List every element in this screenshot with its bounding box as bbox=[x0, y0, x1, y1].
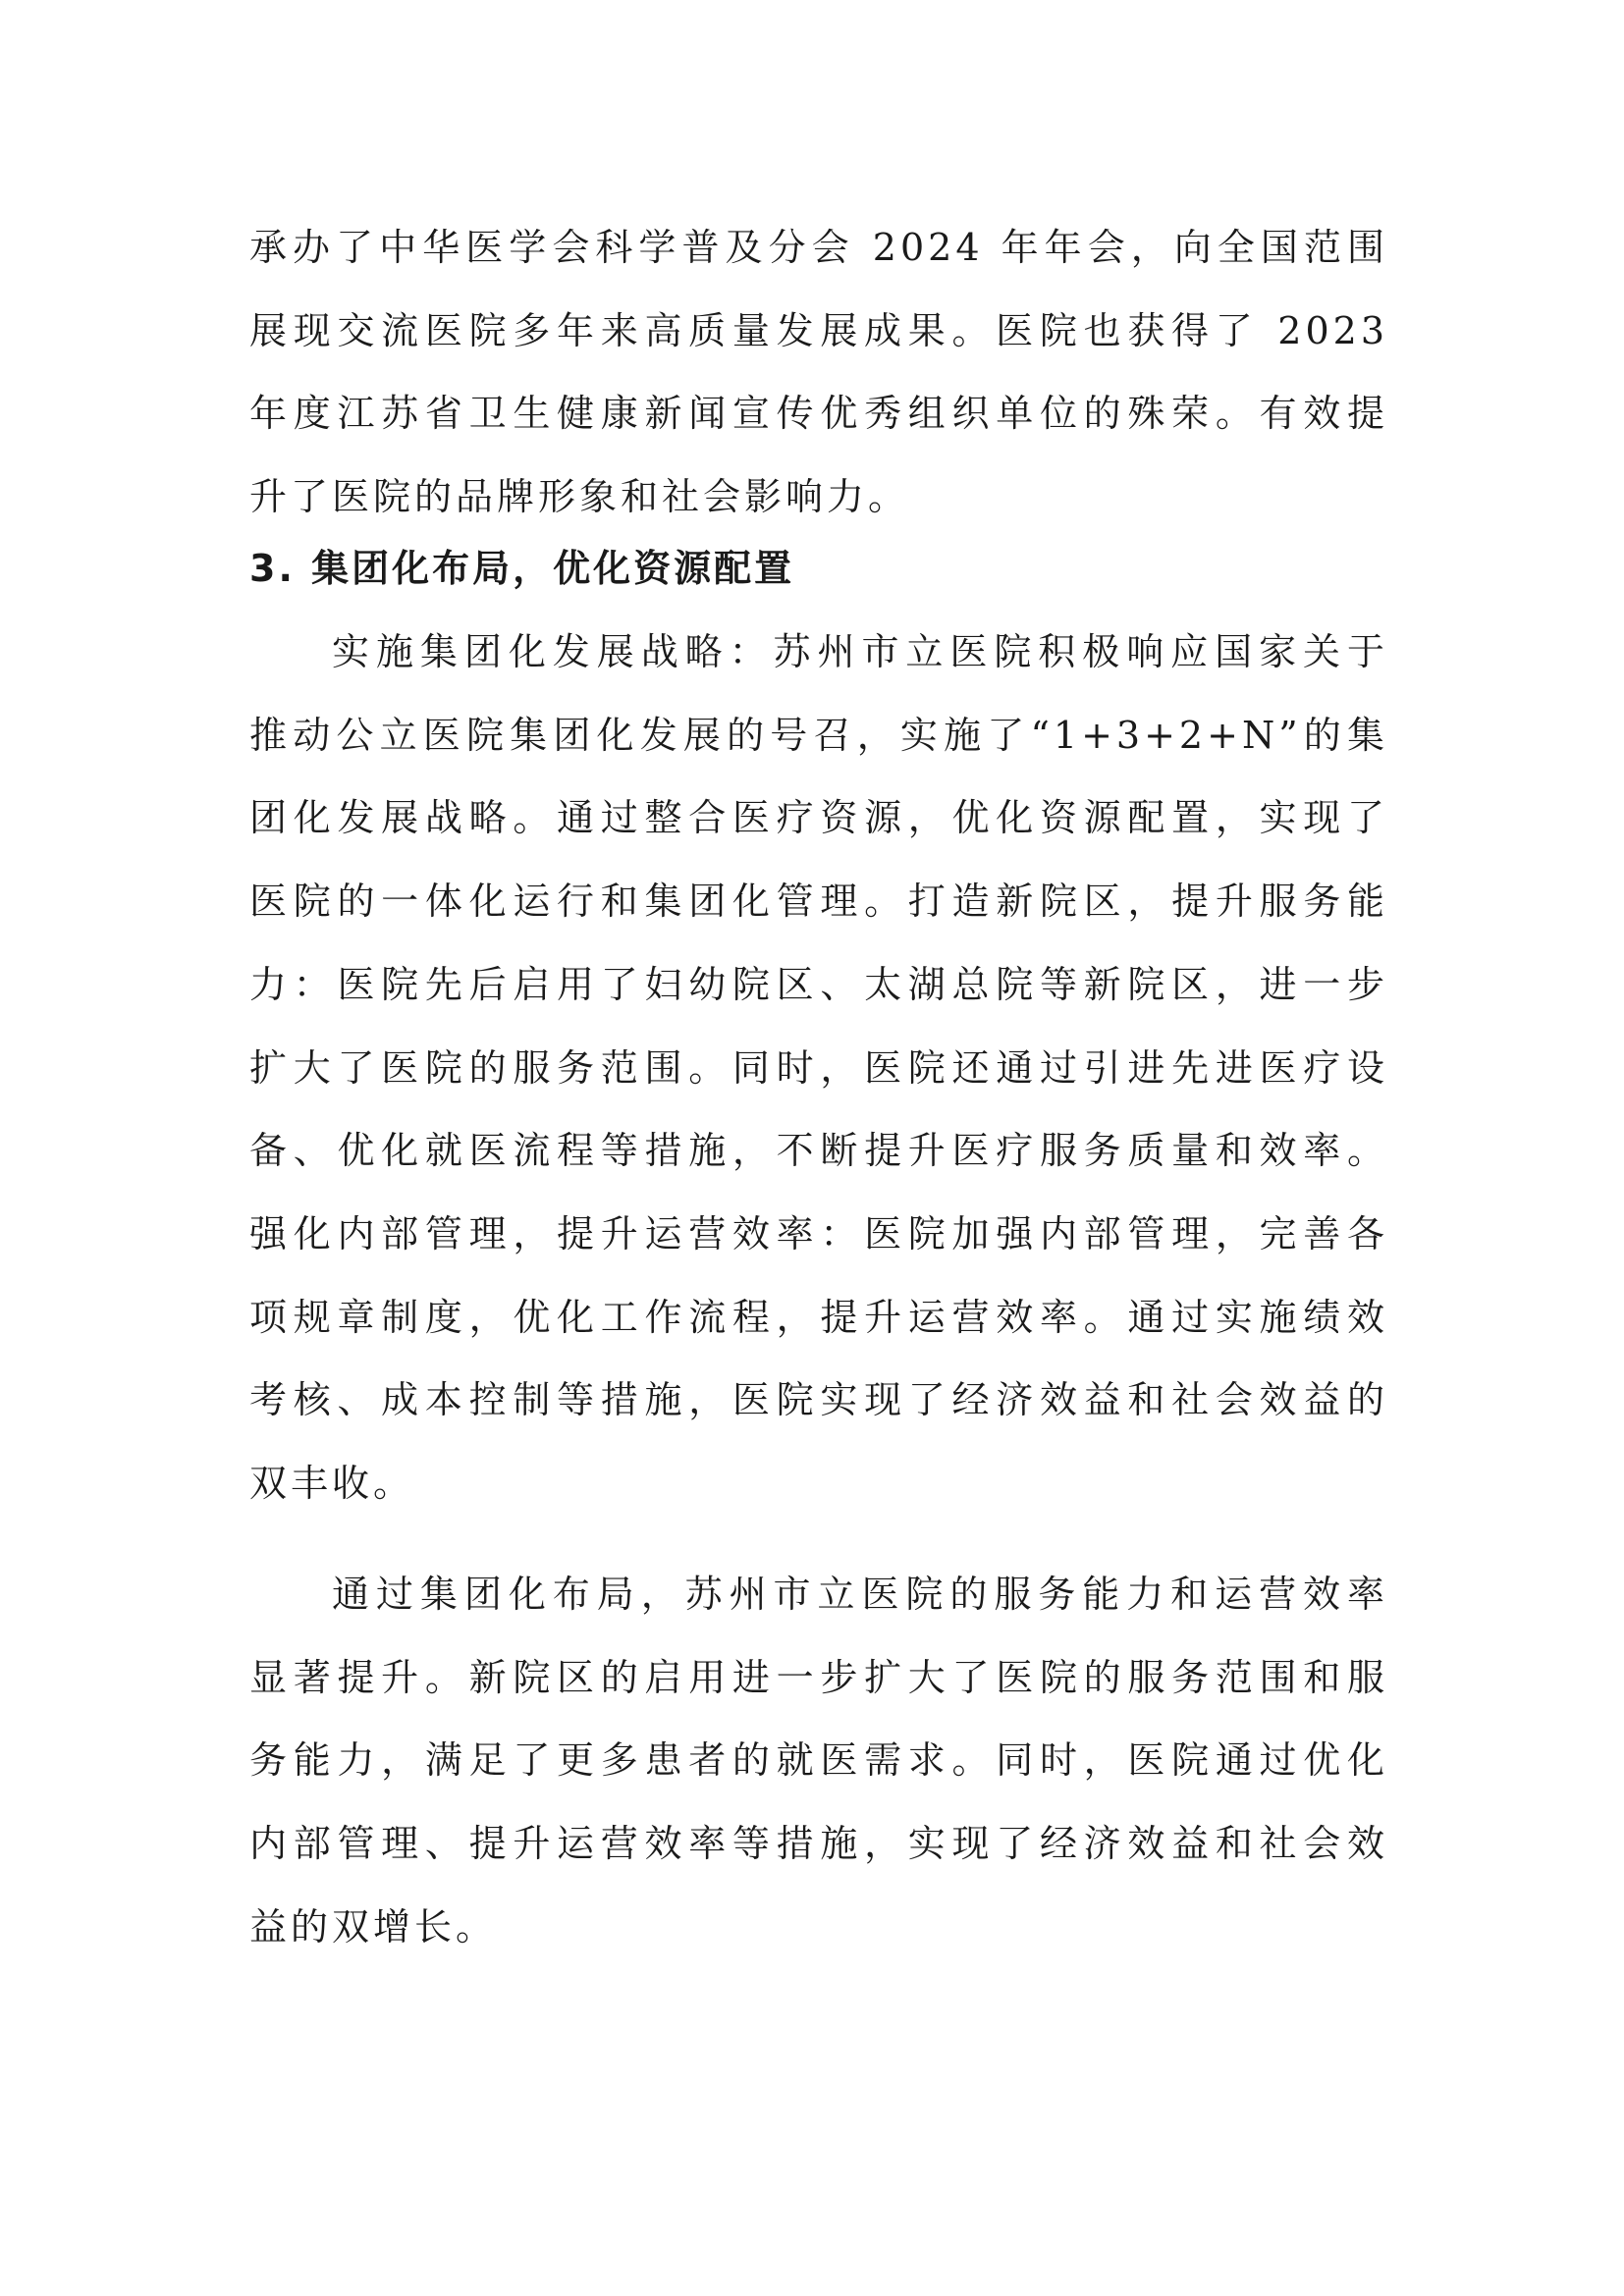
section-heading-text: 3. 集团化布局，优化资源配置 bbox=[249, 547, 795, 590]
text-line: 双丰收。 bbox=[249, 1462, 415, 1506]
text-line: 扩大了医院的服务范围。同时，医院还通过引进先进医疗设 bbox=[249, 1045, 1388, 1090]
text-line: 年度江苏省卫生健康新闻宣传优秀组织单位的殊荣。有效提 bbox=[249, 392, 1388, 436]
text-line: 承办了中华医学会科学普及分会 2024 年年会，向全国范围 bbox=[249, 226, 1388, 269]
text-line: 益的双增长。 bbox=[249, 1904, 498, 1949]
text-line: 务能力，满足了更多患者的就医需求。同时，医院通过优化 bbox=[249, 1738, 1388, 1783]
paragraph-group-results bbox=[249, 1553, 1388, 1969]
text-line: 考核、成本控制等措施，医院实现了经济效益和社会效益的 bbox=[249, 1378, 1388, 1422]
text-line: 推动公立医院集团化发展的号召，实施了“1+3+2+N”的集 bbox=[249, 713, 1388, 757]
text-line: 展现交流医院多年来高质量发展成果。医院也获得了 2023 bbox=[249, 308, 1388, 352]
text-line: 备、优化就医流程等措施，不断提升医疗服务质量和效率。 bbox=[249, 1129, 1388, 1173]
text-line: 项规章制度，优化工作流程，提升运营效率。通过实施绩效 bbox=[249, 1295, 1388, 1339]
text-line: 强化内部管理，提升运营效率：医院加强内部管理，完善各 bbox=[249, 1211, 1388, 1255]
text-line: 内部管理、提升运营效率等措施，实现了经济效益和社会效 bbox=[249, 1822, 1388, 1866]
text-line: 医院的一体化运行和集团化管理。打造新院区，提升服务能 bbox=[249, 880, 1388, 924]
paragraph-group-strategy bbox=[249, 611, 1388, 1525]
text-line: 团化发展战略。通过整合医疗资源，优化资源配置，实现了 bbox=[249, 796, 1388, 840]
text-line: 显著提升。新院区的启用进一步扩大了医院的服务范围和服 bbox=[249, 1655, 1388, 1699]
text-line: 升了医院的品牌形象和社会影响力。 bbox=[249, 475, 910, 519]
paragraph-brand-impact bbox=[249, 206, 1388, 539]
section-heading bbox=[249, 527, 1388, 611]
text-line: 实施集团化发展战略：苏州市立医院积极响应国家关于 bbox=[332, 630, 1388, 673]
text-line: 力：医院先后启用了妇幼院区、太湖总院等新院区，进一步 bbox=[249, 962, 1388, 1006]
text-line: 通过集团化布局，苏州市立医院的服务能力和运营效率 bbox=[332, 1573, 1388, 1616]
